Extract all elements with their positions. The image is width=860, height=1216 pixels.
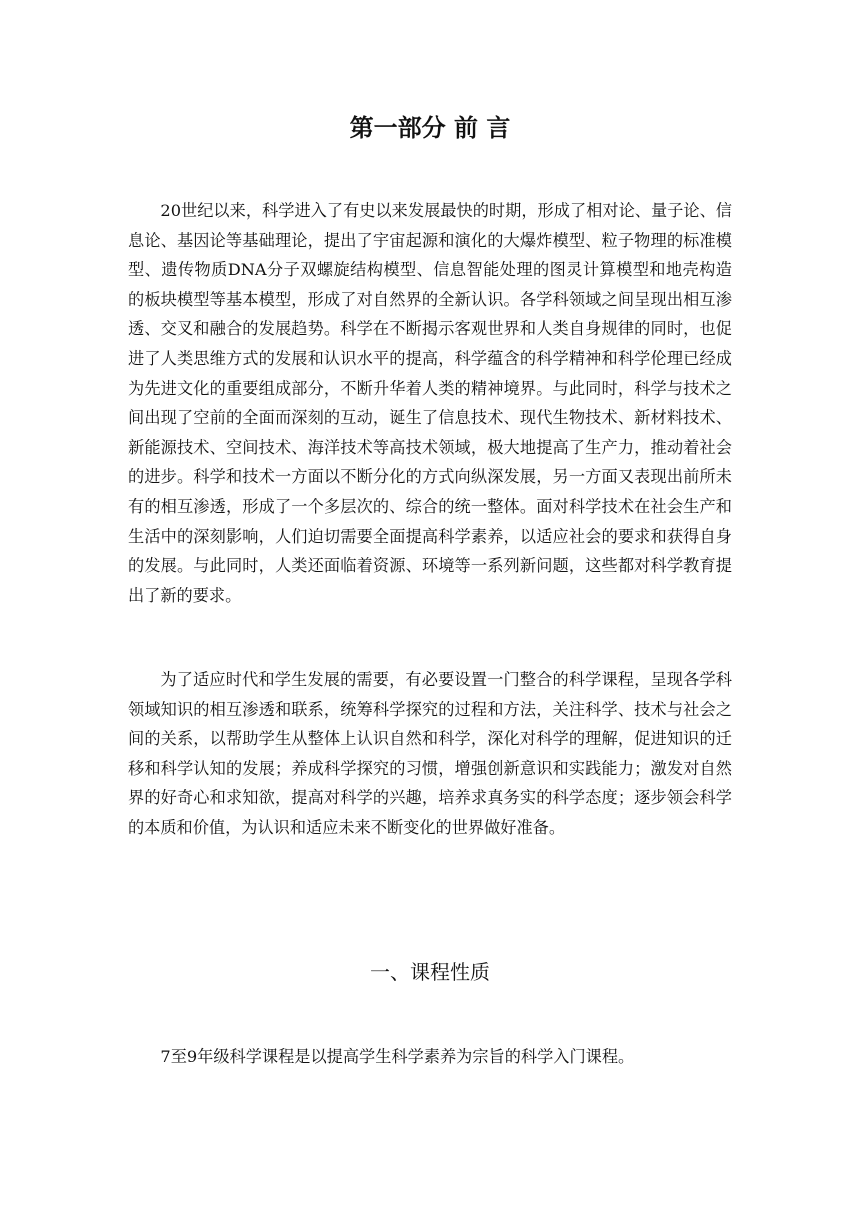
section-heading: 一、课程性质: [370, 960, 490, 984]
page-title: 第一部分 前 言: [349, 114, 511, 142]
intro-paragraph-2: 为了适应时代和学生发展的需要，有必要设置一门整合的科学课程，呈现各学科领域知识的相互渗透和联系，统筹科学探究的过程和方法，关注科学、技术与社会之间的关系，以帮助学生从整体上认识自然和科学，深化对科学的理解，促进知识的迁移和科学认知的发展；养成科学探究的习惯，增强创新意识和实践能力；激发对自然界的好奇心和求知欲，提高对科学的兴趣，培养求真务实的科学态度；逐步领会科学的本质和价值，为认识和适应未来不断变化的世界做好准备。: [128, 670, 732, 837]
intro-paragraph-1: 20世纪以来，科学进入了有史以来发展最快的时期，形成了相对论、量子论、信息论、基因论等基础理论，提出了宇宙起源和演化的大爆炸模型、粒子物理的标准模型、遗传物质DNA分子双螺旋结构模型、信息智能处理的图灵计算模型和地壳构造的板块模型等基本模型，形成了对自然界的全新认识。各学科领域之间呈现出相互渗透、交叉和融合的发展趋势。科学在不断揭示客观世界和人类自身规律的同时，也促进了人类思维方式的发展和认识水平的提高，科学蕴含的科学精神和科学伦理已经成为先进文化的重要组成部分，不断升华着人类的精神境界。与此同时，科学与技术之间出现了空前的全面而深刻的互动，诞生了信息技术、现代生物技术、新材料技术、新能源技术、空间技术、海洋技术等高技术领域，极大地提高了生产力，推动着社会的进步。科学和技术一方面以不断分化的方式向纵深发展，另一方面又表现出前所未有的相互渗透，形成了一个多层次的、综合的统一整体。面对科学技术在社会生产和生活中的深刻影响，人们迫切需要全面提高科学素养，以适应社会的要求和获得自身的发展。与此同时，人类还面临着资源、环境等一系列新问题，这些都对科学教育提出了新的要求。: [128, 201, 732, 605]
section-paragraph: 7至9年级科学课程是以提高学生科学素养为宗旨的科学入门课程。: [160, 1047, 635, 1066]
